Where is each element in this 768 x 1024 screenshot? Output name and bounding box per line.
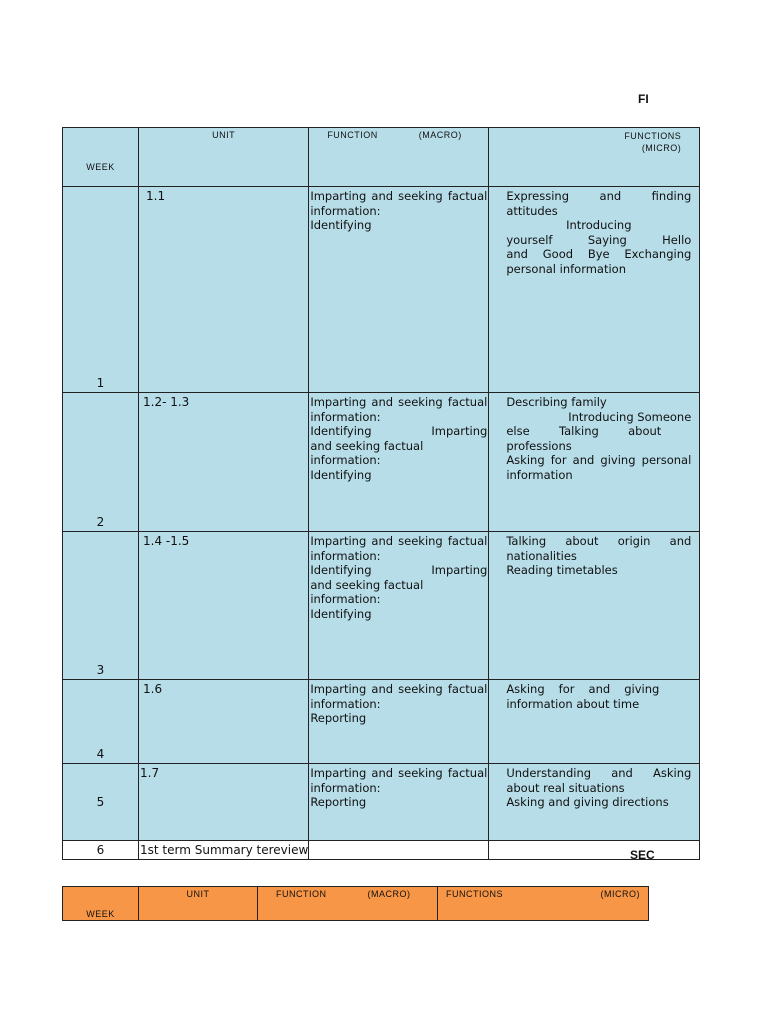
empty-cell <box>309 841 489 860</box>
macro-line: Reporting <box>310 795 367 809</box>
unit-cell: 1.7 <box>139 764 309 841</box>
macro-line: information: <box>310 453 381 467</box>
micro-line: Introducing Someone <box>568 409 692 424</box>
micro-line: Asking and giving directions <box>506 795 669 809</box>
second-term-table <box>62 886 649 921</box>
week-cell: 4 <box>63 680 139 764</box>
micro-cell <box>489 187 700 393</box>
micro-cell <box>489 764 700 841</box>
summary-row <box>63 841 700 860</box>
micro-line: professions <box>506 438 572 453</box>
week-cell: 2 <box>63 393 139 532</box>
header-unit: UNIT <box>139 887 258 921</box>
table-row <box>63 393 700 532</box>
first-term-label: FI <box>638 92 649 106</box>
macro-line: Imparting and seeking factual information: <box>310 682 488 711</box>
micro-line: Expressing and finding attitudes <box>506 189 692 218</box>
header-functions-label: FUNCTIONS <box>446 889 503 899</box>
header-functions-label: FUNCTIONS <box>624 131 682 141</box>
macro-cell <box>309 764 489 841</box>
macro-line: Identifying <box>310 218 372 232</box>
unit-cell: 1.4 -1.5 <box>139 532 309 680</box>
macro-line: Imparting and seeking factual information: <box>310 395 488 424</box>
header-functions-micro <box>438 887 649 921</box>
macro-line: and seeking factual <box>310 438 424 453</box>
micro-line: personal information <box>506 261 627 276</box>
first-term-table <box>62 127 700 860</box>
micro-line: Reading timetables <box>506 563 618 577</box>
unit-cell: 1.2- 1.3 <box>139 393 309 532</box>
table-header-row <box>63 887 649 921</box>
header-week: WEEK <box>63 128 139 187</box>
header-micro-label: (MICRO) <box>600 889 640 899</box>
week-cell: 1 <box>63 187 139 393</box>
macro-line: Reporting <box>310 711 367 725</box>
macro-line: Imparting and seeking factual information: <box>310 534 488 563</box>
micro-line: Talking about origin and nationalities <box>506 534 692 563</box>
header-function-macro: FUNCTION (MACRO) <box>309 128 489 187</box>
header-week: WEEK <box>63 887 139 921</box>
micro-cell <box>489 393 700 532</box>
macro-cell <box>309 680 489 764</box>
macro-line: Imparting and seeking factual information: <box>310 189 488 218</box>
macro-cell <box>309 393 489 532</box>
unit-cell: 1.6 <box>139 680 309 764</box>
macro-line: Imparting and seeking factual information: <box>310 766 488 795</box>
macro-line: Identifying Imparting <box>310 563 488 577</box>
macro-line: Identifying <box>310 467 372 482</box>
micro-line: else Talking about <box>506 424 662 438</box>
summary-text: 1st term Summary tereview <box>140 842 309 857</box>
table-row <box>63 532 700 680</box>
header-micro-label: (MICRO) <box>641 143 682 153</box>
week-cell: 6 <box>63 841 139 860</box>
header-function-macro: FUNCTION (MACRO) <box>258 887 438 921</box>
week-cell: 5 <box>63 764 139 841</box>
macro-line: information: <box>310 592 381 606</box>
summary-cell <box>139 841 309 860</box>
table-row <box>63 764 700 841</box>
micro-line: and Good Bye Exchanging <box>506 247 692 261</box>
second-term-label: SEC <box>630 848 655 862</box>
macro-line: Identifying <box>310 606 372 621</box>
micro-cell <box>489 532 700 680</box>
unit-cell: 1.1 <box>139 187 309 393</box>
micro-line: Asking for and giving information about time <box>506 682 660 711</box>
table-row <box>63 680 700 764</box>
micro-cell <box>489 680 700 764</box>
week-cell: 3 <box>63 532 139 680</box>
macro-line: and seeking factual <box>310 577 424 592</box>
micro-line: Introducing <box>566 218 632 232</box>
macro-cell <box>309 187 489 393</box>
table-header-row <box>63 128 700 187</box>
micro-line: yourself Saying Hello <box>506 232 692 247</box>
micro-line: Understanding and Asking about real situations <box>506 766 692 795</box>
macro-cell <box>309 532 489 680</box>
header-unit: UNIT <box>139 128 309 187</box>
table-row <box>63 187 700 393</box>
empty-cell <box>489 841 700 860</box>
micro-line: Describing family <box>506 395 607 409</box>
micro-line: Asking for and giving personal information <box>506 453 692 482</box>
header-functions-micro <box>489 128 700 187</box>
macro-line: Identifying Imparting <box>310 424 488 438</box>
